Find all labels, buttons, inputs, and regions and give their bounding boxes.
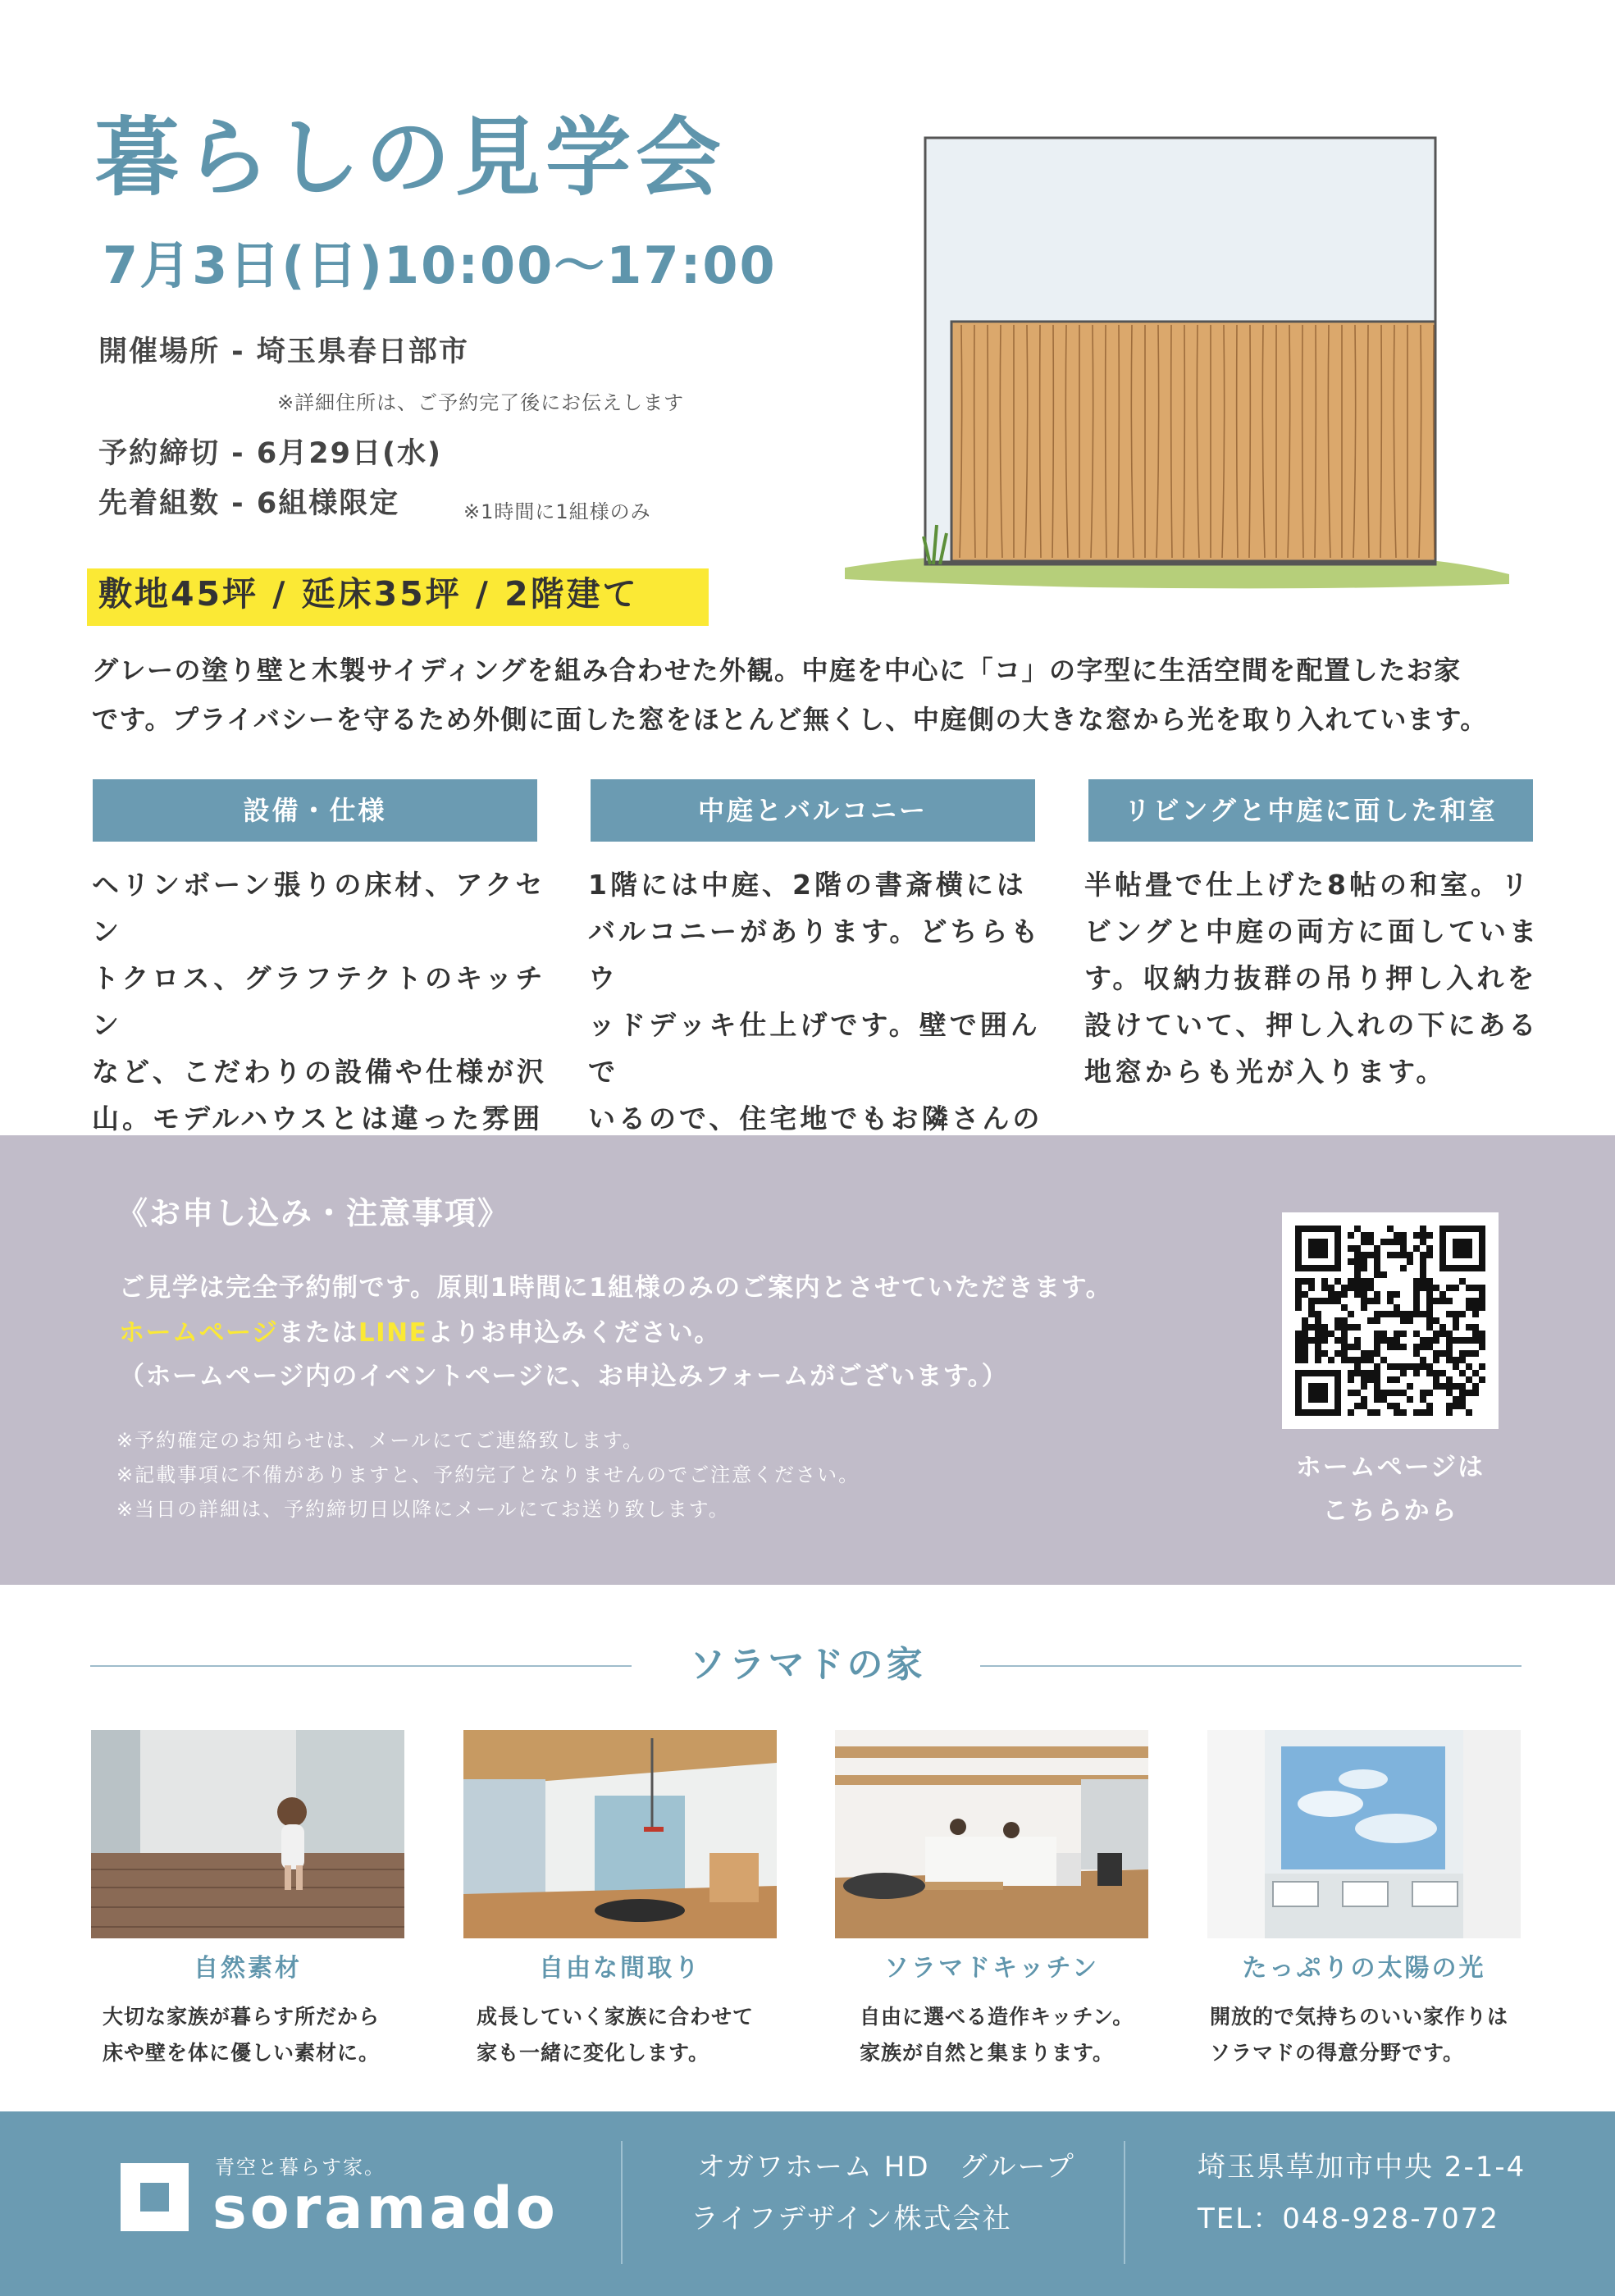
feature-description xyxy=(103,1999,380,2071)
feature-line: 家族が自然と集まります。 xyxy=(860,2041,1115,2065)
feature-line: 大切な家族が暮らす所だから xyxy=(103,2005,381,2029)
column-heading-washitsu: リビングと中庭に面した和室 xyxy=(1088,779,1533,842)
footer-divider xyxy=(621,2141,623,2264)
deadline-row: 予約締切 - 6月29日(水) xyxy=(98,437,442,470)
brand-tagline: 青空と暮らす家。 xyxy=(215,2156,386,2179)
apply-text: よりお申込みください。 xyxy=(427,1318,721,1348)
footer-divider xyxy=(1124,2141,1125,2264)
company-name: ライフデザイン株式会社 xyxy=(691,2202,1012,2235)
company-tel: TEL：048-928-7072 xyxy=(1198,2202,1500,2235)
feature-line: 自由に選べる造作キッチン。 xyxy=(860,2005,1134,2029)
spec-text: 敷地45坪 / 延床35坪 / 2階建て xyxy=(98,574,639,614)
feature-description xyxy=(477,1999,754,2071)
event-date: 7月3日(日)10:00～17:00 xyxy=(103,235,777,295)
notice-2: ※記載事項に不備がありますと、予約完了となりませんのでご注意ください。 xyxy=(116,1463,860,1486)
column-line: バルコニーがあります。どちらもウ xyxy=(588,915,1042,994)
groups-note: ※1時間に1組様のみ xyxy=(463,500,651,523)
qr-code-graphic xyxy=(1282,1212,1499,1429)
photo-sunlight xyxy=(1207,1730,1521,1938)
photo-natural-materials xyxy=(91,1730,404,1938)
feature-caption: 自然素材 xyxy=(194,1954,302,1983)
feature-line: 床や壁を体に優しい素材に。 xyxy=(103,2041,381,2065)
feature-caption: 自由な間取り xyxy=(539,1954,701,1983)
qr-code[interactable] xyxy=(1282,1212,1499,1429)
page-title: 暮らしの見学会 xyxy=(94,107,727,208)
description xyxy=(92,646,1535,744)
photo-free-layout xyxy=(463,1730,777,1938)
house-illustration xyxy=(845,131,1509,599)
column-line: ッドデッキ仕上げです。壁で囲んで xyxy=(588,1009,1041,1088)
homepage-link[interactable]: ホームページ xyxy=(119,1318,279,1348)
column-text-washitsu xyxy=(1084,861,1544,1095)
application-line-2 xyxy=(119,1318,721,1348)
column-line: など、こだわりの設備や仕様が沢 xyxy=(92,1056,547,1088)
company-address: 埼玉県草加市中央 2-1-4 xyxy=(1198,2151,1526,2184)
feature-line: 家も一緒に変化します。 xyxy=(477,2041,710,2065)
column-line: トクロス、グラフテクトのキッチン xyxy=(92,962,546,1041)
column-line: いるので、住宅地でもお隣さんの xyxy=(588,1102,1043,1134)
notice-1: ※予約確定のお知らせは、メールにてご連絡致します。 xyxy=(116,1429,644,1452)
qr-label-line: こちらから xyxy=(1322,1496,1458,1526)
logo-window xyxy=(140,2183,169,2212)
column-line: 半帖畳で仕上げた8帖の和室。リ xyxy=(1084,869,1531,901)
column-line: 山。モデルハウスとは違った雰囲 xyxy=(92,1102,544,1134)
application-line-3: （ホームページ内のイベントページに、お申込みフォームがございます。） xyxy=(119,1362,1009,1391)
line-link[interactable]: LINE xyxy=(358,1318,428,1348)
application-line-1: ご見学は完全予約制です。原則1時間に1組様のみのご案内とさせていただきます。 xyxy=(119,1273,1113,1303)
feature-line: ソラマドの得意分野です。 xyxy=(1210,2041,1465,2065)
column-heading-courtyard: 中庭とバルコニー xyxy=(591,779,1035,842)
feature-line: 開放的で気持ちのいい家作りは xyxy=(1210,2005,1509,2029)
qr-label xyxy=(1255,1446,1526,1533)
column-line: ビングと中庭の両方に面していま xyxy=(1084,915,1540,947)
column-line: す。収納力抜群の吊り押し入れを xyxy=(1084,962,1538,994)
or-text: または xyxy=(278,1318,358,1348)
column-line: 1階には中庭、2階の書斎横には xyxy=(588,869,1027,901)
notice-3: ※当日の詳細は、予約締切日以降にメールにてお送り致します。 xyxy=(116,1498,730,1521)
venue-row: 開催場所 - 埼玉県春日部市 xyxy=(98,335,469,368)
column-heading-equipment: 設備・仕様 xyxy=(93,779,537,842)
description-line: グレーの塗り壁と木製サイディングを組み合わせた外観。中庭を中心に「コ」の字型に生活空間を配置したお家 xyxy=(92,655,1462,686)
qr-label-line: ホームページは xyxy=(1295,1453,1485,1482)
venue-note: ※詳細住所は、ご予約完了後にお伝えします xyxy=(277,391,685,414)
column-line: 地窓からも光が入ります。 xyxy=(1084,1056,1447,1088)
photo-kitchen xyxy=(835,1730,1148,1938)
soramado-heading: ソラマドの家 xyxy=(689,1644,926,1686)
group-name: オガワホーム HD グループ xyxy=(697,2151,1075,2184)
application-heading: 《お申し込み・注意事項》 xyxy=(116,1195,511,1231)
brand-name: soramado xyxy=(212,2175,559,2242)
feature-line: 成長していく家族に合わせて xyxy=(477,2005,755,2029)
feature-description xyxy=(860,1999,1134,2071)
groups-row: 先着組数 - 6組様限定 xyxy=(98,487,400,520)
column-line: ヘリンボーン張りの床材、アクセン xyxy=(92,869,546,947)
feature-caption: ソラマドキッチン xyxy=(884,1954,1099,1983)
divider-right xyxy=(980,1665,1521,1667)
feature-caption: たっぷりの太陽の光 xyxy=(1242,1954,1486,1983)
description-line: です。プライバシーを守るため外側に面した窓をほとんど無くし、中庭側の大きな窓から光を取り入れています。 xyxy=(92,704,1488,735)
divider-left xyxy=(90,1665,632,1667)
feature-description xyxy=(1210,1999,1508,2071)
column-line: 設けていて、押し入れの下にある xyxy=(1084,1009,1540,1041)
